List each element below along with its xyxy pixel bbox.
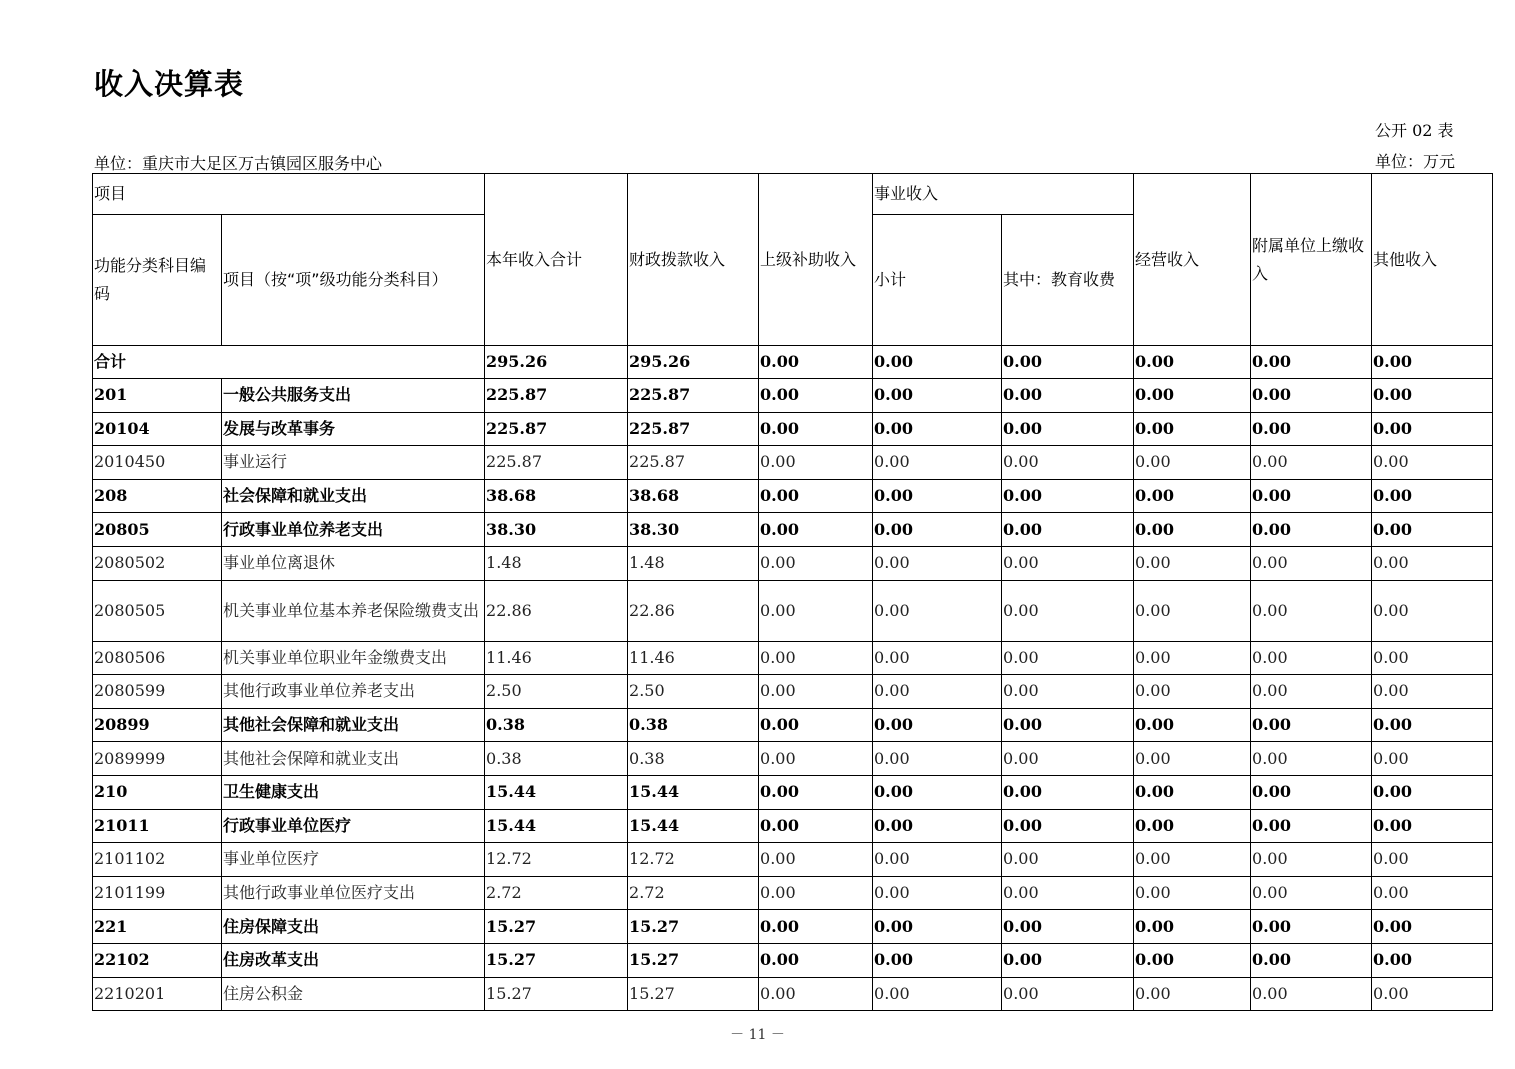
row-value: 0.00 (1002, 580, 1134, 641)
row-value: 0.00 (1372, 412, 1493, 446)
row-value: 0.00 (873, 412, 1002, 446)
row-name: 事业运行 (222, 446, 485, 480)
currency-unit: 单位：万元 (1375, 152, 1456, 171)
row-value: 0.00 (1372, 513, 1493, 547)
row-value: 0.00 (1134, 412, 1251, 446)
row-code: 210 (93, 775, 222, 809)
row-value: 0.00 (759, 910, 873, 944)
row-value: 15.27 (485, 977, 628, 1011)
row-value: 0.00 (1134, 943, 1251, 977)
header-code: 功能分类科目编码 (93, 215, 222, 346)
row-value: 0.00 (1002, 412, 1134, 446)
row-code: 20899 (93, 708, 222, 742)
row-value: 0.00 (1251, 977, 1372, 1011)
row-name: 事业单位医疗 (222, 843, 485, 877)
row-value: 0.00 (1002, 446, 1134, 480)
row-value: 225.87 (628, 379, 759, 413)
row-value: 0.00 (1251, 910, 1372, 944)
row-value: 0.00 (1372, 546, 1493, 580)
table-row (93, 412, 1493, 446)
row-value: 0.00 (873, 876, 1002, 910)
row-value: 0.00 (759, 809, 873, 843)
row-value: 0.00 (1251, 446, 1372, 480)
row-name: 其他社会保障和就业支出 (222, 708, 485, 742)
table-row (93, 809, 1493, 843)
row-value: 0.00 (759, 843, 873, 877)
row-value: 0.00 (1372, 977, 1493, 1011)
row-value: 0.00 (1134, 775, 1251, 809)
row-value: 0.00 (1372, 943, 1493, 977)
row-value: 0.00 (1002, 876, 1134, 910)
row-value: 0.00 (1134, 513, 1251, 547)
row-value: 0.00 (759, 446, 873, 480)
row-value: 0.00 (873, 479, 1002, 513)
row-value: 11.46 (485, 641, 628, 675)
total-value: 0.00 (759, 346, 873, 379)
row-code: 208 (93, 479, 222, 513)
row-value: 22.86 (485, 580, 628, 641)
row-value: 2.72 (628, 876, 759, 910)
row-code: 20805 (93, 513, 222, 547)
row-value: 0.00 (1134, 876, 1251, 910)
row-value: 0.00 (1251, 641, 1372, 675)
row-value: 15.27 (485, 943, 628, 977)
row-value: 0.00 (873, 742, 1002, 776)
row-value: 0.00 (1002, 513, 1134, 547)
row-value: 0.00 (1251, 943, 1372, 977)
row-value: 0.00 (1372, 708, 1493, 742)
row-value: 0.00 (1251, 708, 1372, 742)
row-value: 0.00 (759, 546, 873, 580)
row-value: 0.00 (1251, 675, 1372, 709)
row-name: 住房公积金 (222, 977, 485, 1011)
row-value: 0.00 (1134, 809, 1251, 843)
header-operating: 经营收入 (1134, 174, 1251, 346)
row-name: 行政事业单位医疗 (222, 809, 485, 843)
total-value: 0.00 (873, 346, 1002, 379)
row-value: 22.86 (628, 580, 759, 641)
page-title: 收入决算表 (94, 67, 245, 101)
row-value: 0.00 (1002, 742, 1134, 776)
row-value: 0.00 (1002, 775, 1134, 809)
table-row (93, 641, 1493, 675)
row-value: 0.00 (873, 379, 1002, 413)
row-value: 0.00 (1134, 546, 1251, 580)
row-code: 2101102 (93, 843, 222, 877)
row-value: 11.46 (628, 641, 759, 675)
row-value: 0.00 (1372, 675, 1493, 709)
row-code: 2010450 (93, 446, 222, 480)
row-value: 0.00 (759, 580, 873, 641)
organization-unit: 单位：重庆市大足区万古镇园区服务中心 (94, 154, 383, 173)
row-code: 2080599 (93, 675, 222, 709)
row-value: 0.00 (759, 876, 873, 910)
table-row (93, 675, 1493, 709)
row-name: 机关事业单位职业年金缴费支出 (222, 641, 485, 675)
header-other: 其他收入 (1372, 174, 1493, 346)
row-value: 0.00 (1002, 843, 1134, 877)
row-value: 0.00 (873, 641, 1002, 675)
row-value: 0.00 (759, 742, 873, 776)
row-value: 0.38 (628, 742, 759, 776)
row-value: 15.27 (628, 910, 759, 944)
row-value: 15.44 (485, 809, 628, 843)
row-name: 其他行政事业单位医疗支出 (222, 876, 485, 910)
row-code: 2089999 (93, 742, 222, 776)
row-value: 0.00 (1002, 641, 1134, 675)
row-value: 0.00 (1002, 943, 1134, 977)
row-value: 38.30 (485, 513, 628, 547)
header-total-income: 本年收入合计 (485, 174, 628, 346)
row-code: 201 (93, 379, 222, 413)
row-name: 其他行政事业单位养老支出 (222, 675, 485, 709)
row-value: 0.00 (1372, 775, 1493, 809)
row-value: 0.00 (759, 641, 873, 675)
header-education: 其中：教育收费 (1002, 215, 1134, 346)
header-subtotal: 小计 (873, 215, 1002, 346)
row-value: 0.00 (1251, 809, 1372, 843)
row-value: 0.00 (1372, 742, 1493, 776)
row-value: 38.68 (628, 479, 759, 513)
row-value: 0.00 (873, 977, 1002, 1011)
row-code: 20104 (93, 412, 222, 446)
row-value: 0.00 (1134, 910, 1251, 944)
row-value: 0.00 (1134, 742, 1251, 776)
table-row (93, 513, 1493, 547)
row-value: 0.00 (873, 675, 1002, 709)
table-row (93, 910, 1493, 944)
table-body (93, 346, 1493, 1011)
row-value: 0.00 (759, 479, 873, 513)
row-name: 其他社会保障和就业支出 (222, 742, 485, 776)
row-value: 15.27 (628, 943, 759, 977)
table-row (93, 775, 1493, 809)
row-value: 0.00 (873, 708, 1002, 742)
row-value: 38.30 (628, 513, 759, 547)
row-value: 0.00 (759, 513, 873, 547)
table-row (93, 580, 1493, 641)
table-row (93, 708, 1493, 742)
table-row (93, 479, 1493, 513)
row-value: 0.00 (1134, 977, 1251, 1011)
row-value: 0.00 (1002, 479, 1134, 513)
row-value: 0.00 (873, 809, 1002, 843)
row-name: 一般公共服务支出 (222, 379, 485, 413)
row-value: 225.87 (485, 379, 628, 413)
total-value: 0.00 (1251, 346, 1372, 379)
total-value: 0.00 (1134, 346, 1251, 379)
row-value: 2.72 (485, 876, 628, 910)
row-code: 22102 (93, 943, 222, 977)
total-value: 0.00 (1002, 346, 1134, 379)
table-row (93, 546, 1493, 580)
row-value: 0.00 (1251, 412, 1372, 446)
page-number: － 11 － (730, 1027, 785, 1043)
row-value: 1.48 (628, 546, 759, 580)
row-value: 0.00 (1251, 479, 1372, 513)
row-value: 0.00 (1372, 446, 1493, 480)
row-value: 0.38 (628, 708, 759, 742)
row-value: 0.38 (485, 742, 628, 776)
header-project: 项目 (93, 174, 485, 215)
table-row (93, 977, 1493, 1011)
row-value: 0.00 (759, 412, 873, 446)
row-value: 0.00 (1002, 809, 1134, 843)
row-code: 21011 (93, 809, 222, 843)
row-value: 0.00 (873, 910, 1002, 944)
row-value: 0.00 (1134, 379, 1251, 413)
table-header (93, 174, 1493, 346)
income-table (92, 173, 1493, 1011)
row-value: 0.00 (873, 843, 1002, 877)
row-code: 221 (93, 910, 222, 944)
header-business-group: 事业收入 (873, 174, 1134, 215)
row-name: 事业单位离退休 (222, 546, 485, 580)
row-value: 2.50 (485, 675, 628, 709)
row-value: 0.00 (1372, 379, 1493, 413)
row-value: 0.00 (1134, 708, 1251, 742)
row-value: 0.00 (1372, 876, 1493, 910)
row-value: 0.00 (1002, 675, 1134, 709)
row-value: 0.00 (1251, 580, 1372, 641)
row-value: 0.00 (1372, 809, 1493, 843)
row-value: 225.87 (628, 446, 759, 480)
row-value: 0.00 (1002, 708, 1134, 742)
row-name: 社会保障和就业支出 (222, 479, 485, 513)
row-value: 0.00 (873, 446, 1002, 480)
row-value: 0.00 (873, 775, 1002, 809)
row-value: 12.72 (628, 843, 759, 877)
row-value: 0.00 (1372, 843, 1493, 877)
row-value: 0.00 (1372, 641, 1493, 675)
row-value: 0.00 (1134, 641, 1251, 675)
row-code: 2080502 (93, 546, 222, 580)
total-value: 0.00 (1372, 346, 1493, 379)
total-value: 295.26 (628, 346, 759, 379)
header-name: 项目（按“项”级功能分类科目） (222, 215, 485, 346)
row-value: 0.00 (1134, 479, 1251, 513)
row-value: 0.00 (759, 977, 873, 1011)
row-name: 卫生健康支出 (222, 775, 485, 809)
row-value: 0.00 (759, 943, 873, 977)
row-value: 1.48 (485, 546, 628, 580)
row-value: 225.87 (485, 446, 628, 480)
row-value: 0.00 (1372, 910, 1493, 944)
total-label: 合计 (93, 346, 485, 379)
row-value: 0.00 (1372, 479, 1493, 513)
row-name: 住房改革支出 (222, 943, 485, 977)
row-name: 住房保障支出 (222, 910, 485, 944)
row-value: 0.00 (1251, 843, 1372, 877)
row-value: 12.72 (485, 843, 628, 877)
header-fiscal: 财政拨款收入 (628, 174, 759, 346)
row-value: 15.27 (628, 977, 759, 1011)
row-value: 0.00 (873, 943, 1002, 977)
header-affiliated: 附属单位上缴收入 (1251, 174, 1372, 346)
header-superior: 上级补助收入 (759, 174, 873, 346)
table-row (93, 876, 1493, 910)
row-value: 225.87 (628, 412, 759, 446)
row-value: 15.44 (485, 775, 628, 809)
table-row (93, 742, 1493, 776)
row-value: 0.00 (1134, 843, 1251, 877)
row-value: 0.00 (873, 513, 1002, 547)
row-value: 0.00 (873, 546, 1002, 580)
row-code: 2080505 (93, 580, 222, 641)
row-value: 0.00 (1372, 580, 1493, 641)
total-value: 295.26 (485, 346, 628, 379)
row-code: 2210201 (93, 977, 222, 1011)
row-value: 15.27 (485, 910, 628, 944)
row-value: 0.00 (759, 675, 873, 709)
table-row (93, 843, 1493, 877)
table-row (93, 379, 1493, 413)
row-value: 0.00 (1251, 742, 1372, 776)
row-value: 0.00 (1251, 775, 1372, 809)
row-value: 0.00 (873, 580, 1002, 641)
row-value: 38.68 (485, 479, 628, 513)
row-value: 0.38 (485, 708, 628, 742)
row-value: 0.00 (1002, 546, 1134, 580)
row-value: 0.00 (1251, 876, 1372, 910)
row-code: 2080506 (93, 641, 222, 675)
row-value: 0.00 (1134, 675, 1251, 709)
row-value: 2.50 (628, 675, 759, 709)
row-value: 15.44 (628, 809, 759, 843)
table-row (93, 446, 1493, 480)
row-value: 0.00 (759, 379, 873, 413)
form-number: 公开 02 表 (1375, 121, 1454, 140)
row-value: 0.00 (759, 775, 873, 809)
row-value: 0.00 (1251, 379, 1372, 413)
row-name: 行政事业单位养老支出 (222, 513, 485, 547)
row-value: 0.00 (1251, 513, 1372, 547)
row-value: 0.00 (759, 708, 873, 742)
row-value: 0.00 (1134, 580, 1251, 641)
total-row (93, 346, 1493, 379)
row-name: 发展与改革事务 (222, 412, 485, 446)
row-value: 0.00 (1002, 379, 1134, 413)
row-value: 225.87 (485, 412, 628, 446)
table-row (93, 943, 1493, 977)
row-code: 2101199 (93, 876, 222, 910)
row-value: 0.00 (1002, 977, 1134, 1011)
row-value: 0.00 (1251, 546, 1372, 580)
row-value: 15.44 (628, 775, 759, 809)
row-value: 0.00 (1134, 446, 1251, 480)
row-value: 0.00 (1002, 910, 1134, 944)
row-name: 机关事业单位基本养老保险缴费支出 (222, 580, 485, 641)
